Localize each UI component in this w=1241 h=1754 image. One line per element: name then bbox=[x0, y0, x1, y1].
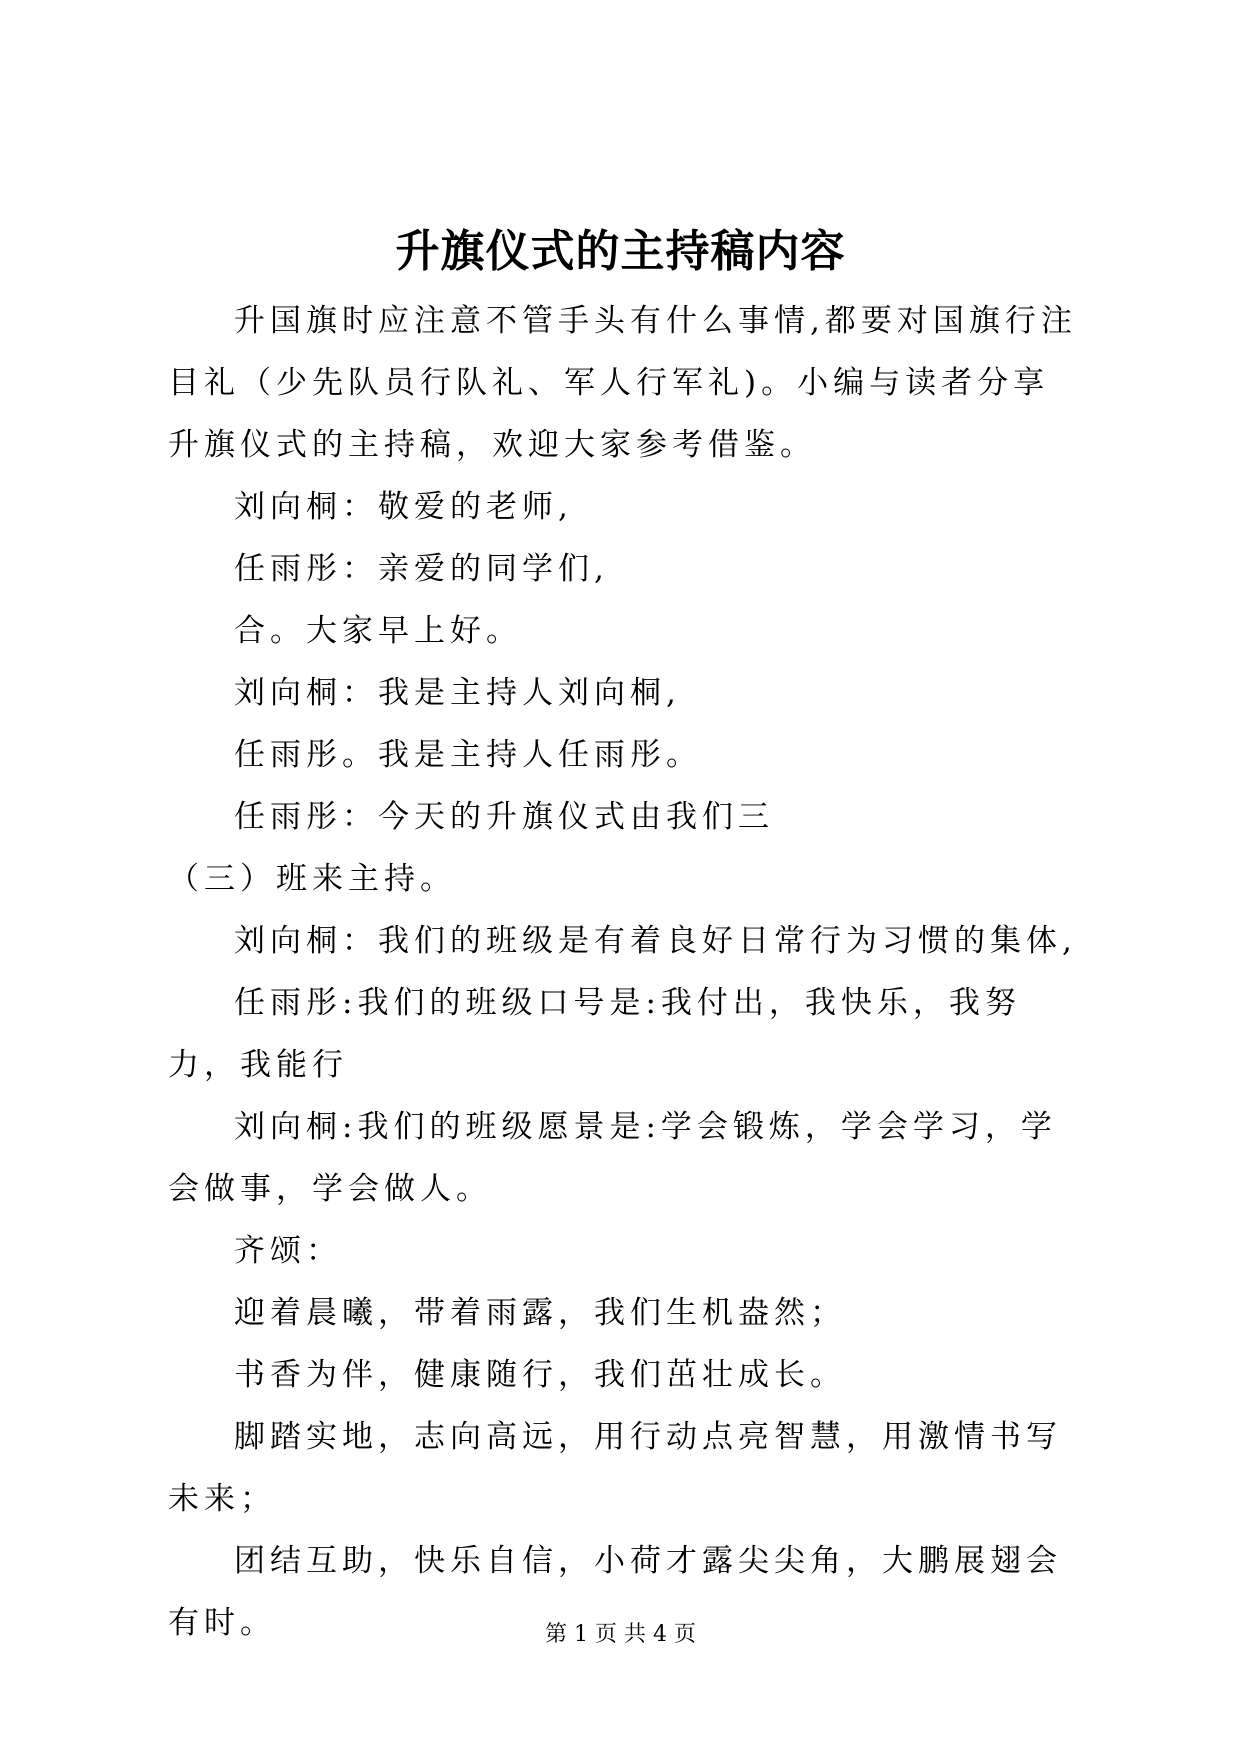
verse-line: 迎着晨曦，带着雨露，我们生机盎然； bbox=[234, 1295, 846, 1331]
verse-line: 团结互助，快乐自信，小荷才露尖尖角，大鹏展翅会有时。 bbox=[168, 1543, 1062, 1641]
document-title: 升旗仪式的主持稿内容 bbox=[395, 226, 846, 277]
verse-line: 书香为伴，健康随行，我们茁壮成长。 bbox=[234, 1357, 846, 1393]
dialogue-line: 刘向桐：敬爱的老师, bbox=[234, 489, 573, 525]
page-footer: 第 1 页 共 4 页 bbox=[545, 1622, 696, 1647]
verse-line: 脚踏实地，志向高远，用行动点亮智慧，用激情书写未来； bbox=[168, 1419, 1062, 1517]
dialogue-line: 任雨彤。我是主持人任雨彤。 bbox=[234, 737, 702, 773]
dialogue-line: 齐颂： bbox=[234, 1233, 342, 1269]
dialogue-line: 刘向桐:我们的班级愿景是:学会锻炼，学会学习，学会做事，学会做人。 bbox=[168, 1109, 1057, 1207]
dialogue-line: （三）班来主持。 bbox=[168, 861, 456, 897]
intro-paragraph: 升国旗时应注意不管手头有什么事情,都要对国旗行注目礼（少先队员行队礼、军人行军礼)。小编与读者分享升旗仪式的主持稿，欢迎大家参考借鉴。 bbox=[168, 303, 1077, 463]
dialogue-line: 刘向桐：我是主持人刘向桐, bbox=[234, 675, 681, 711]
dialogue-line: 刘向桐：我们的班级是有着良好日常行为习惯的集体, bbox=[234, 923, 1077, 959]
dialogue-line: 任雨彤：今天的升旗仪式由我们三 bbox=[234, 799, 774, 835]
document-body bbox=[168, 290, 1083, 1654]
dialogue-line: 任雨彤：亲爱的同学们, bbox=[234, 551, 609, 587]
dialogue-line: 合。大家早上好。 bbox=[234, 613, 522, 649]
dialogue-line: 任雨彤:我们的班级口号是:我付出，我快乐，我努力，我能行 bbox=[168, 985, 1021, 1083]
